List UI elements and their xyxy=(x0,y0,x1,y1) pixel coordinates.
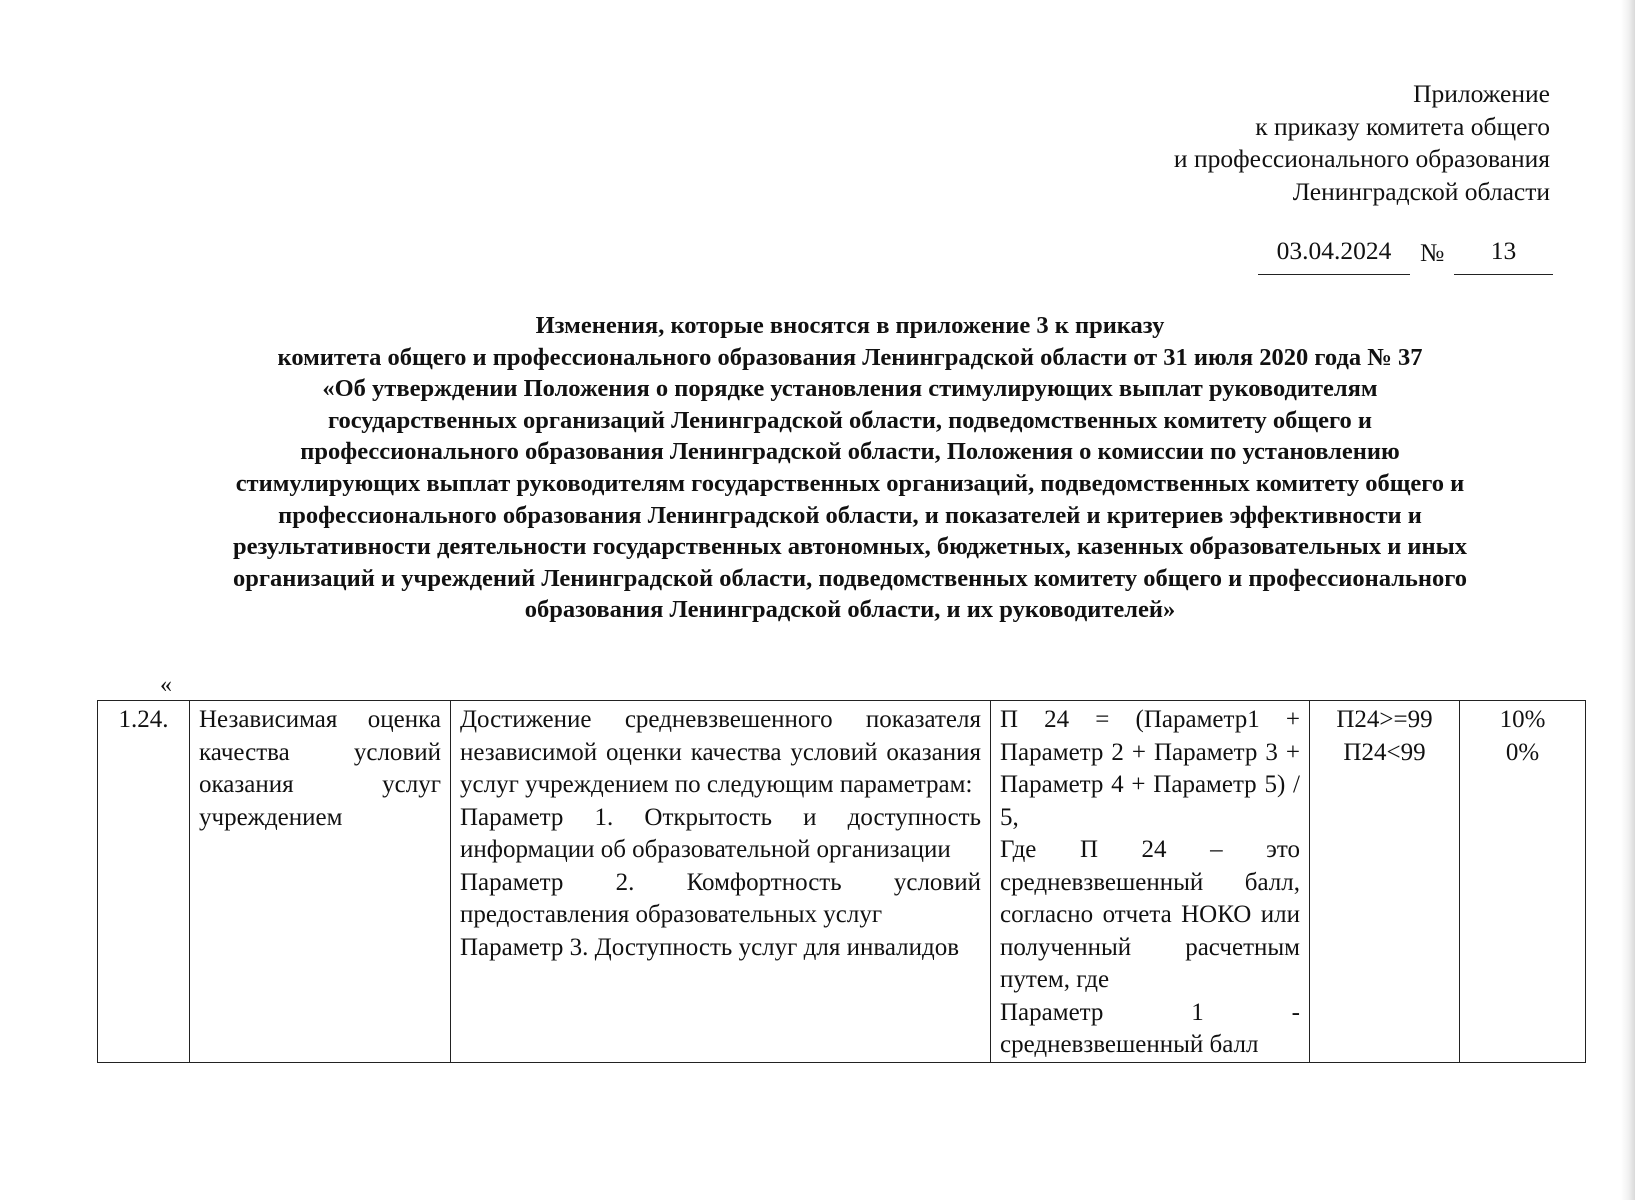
order-number: 13 xyxy=(1454,236,1553,275)
conditions-cell xyxy=(1310,701,1460,1063)
title-line: комитета общего и профессионального образования Ленинградской области от 31 июля 2020 года № 37 xyxy=(277,343,1423,371)
title-line: профессионального образования Ленинградской области, Положения о комиссии по установлению xyxy=(300,438,1400,466)
appendix-line: Приложение xyxy=(1413,79,1550,108)
row-number: 1.24. xyxy=(118,706,169,733)
title-line: «Об утверждении Положения о порядке установления стимулирующих выплат руководителям xyxy=(322,375,1378,403)
condition-value: П24>=99 xyxy=(1336,706,1433,733)
indicator-text: Независимая оценка качества условий оказания услуг учреждением xyxy=(199,706,441,831)
indicator-cell xyxy=(190,701,451,1063)
condition-value: П24<99 xyxy=(1343,738,1426,766)
title-line: организаций и учреждений Ленинградской области, подведомственных комитету общего и профессионального xyxy=(232,564,1468,592)
title-line: профессионального образования Ленинградской области, и показателей и критериев эффективности и xyxy=(278,501,1422,529)
appendix-line: к приказу комитета общего xyxy=(1255,111,1550,141)
percent-cell xyxy=(1460,701,1586,1063)
percent-value: 10% xyxy=(1499,706,1546,733)
document-title xyxy=(150,310,1550,626)
opening-quote-mark: « xyxy=(160,672,172,698)
order-number-label: № xyxy=(1420,238,1445,267)
formula-cell xyxy=(991,701,1310,1063)
percent-value: 0% xyxy=(1505,738,1540,766)
row-number-cell xyxy=(98,701,190,1063)
criteria-table xyxy=(97,700,1586,1063)
formula-param-1: Параметр 1 - средневзвешенный балл xyxy=(1000,998,1300,1058)
appendix-header xyxy=(1174,78,1550,208)
criteria-cell xyxy=(451,701,991,1063)
formula-main: П 24 = (Параметр1 + Параметр 2 + Параметр 3 + Параметр 4 + Параметр 5) / 5, xyxy=(1000,706,1300,831)
formula-where: Где П 24 – это средневзвешенный балл, согласно отчета НОКО или полученный расчетным путем, где xyxy=(1000,836,1300,993)
order-date-number xyxy=(1258,236,1553,276)
appendix-line: Ленинградской области xyxy=(1292,176,1550,206)
appendix-line: и профессионального образования xyxy=(1173,144,1550,173)
title-line: стимулирующих выплат руководителям государственных организаций, подведомственных комитету общего и xyxy=(235,469,1465,497)
scan-edge-shadow xyxy=(1621,0,1635,1200)
order-date: 03.04.2024 xyxy=(1258,236,1410,275)
criteria-param-1: Параметр 1. Открытость и доступность информации об образовательной организации xyxy=(460,803,981,863)
title-line: государственных организаций Ленинградской области, подведомственных комитету общего и xyxy=(327,406,1372,434)
title-line: результативности деятельности государственных автономных, бюджетных, казенных образовательных и иных xyxy=(232,533,1468,561)
title-line: образования Ленинградской области, и их руководителей» xyxy=(524,596,1176,624)
table-row xyxy=(98,701,1586,1063)
criteria-intro: Достижение средневзвешенного показателя независимой оценки качества условий оказания услуг учреждением по следующим параметрам: xyxy=(460,706,981,798)
criteria-param-2: Параметр 2. Комфортность условий предоставления образовательных услуг xyxy=(460,868,981,928)
criteria-param-3: Параметр 3. Доступность услуг для инвалидов xyxy=(460,933,960,961)
title-line: Изменения, которые вносятся в приложение 3 к приказу xyxy=(535,312,1165,339)
